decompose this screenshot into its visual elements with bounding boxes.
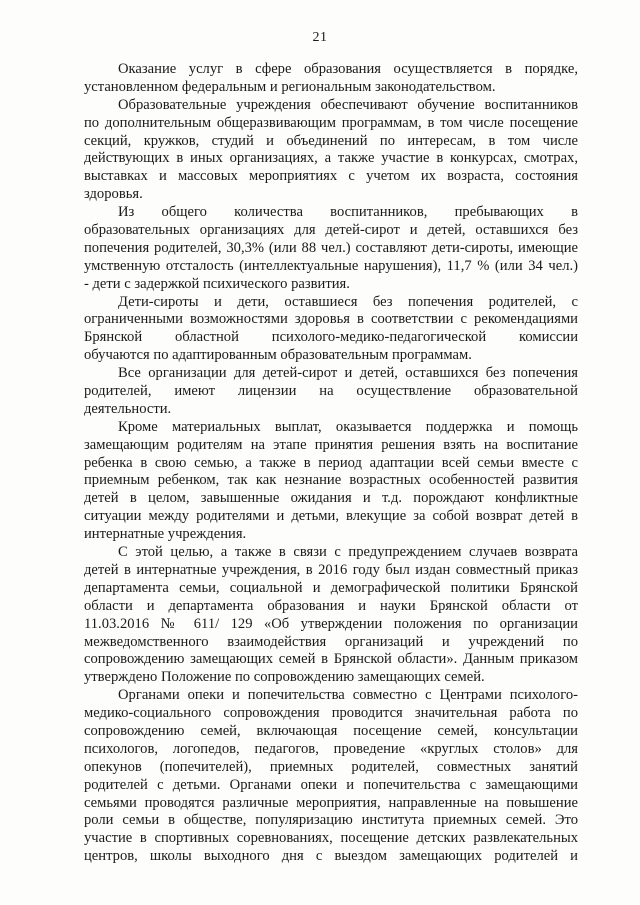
text-line: умственную отсталость (интеллектуальные нарушения), 11,7 % (или 34 чел.) — [84, 257, 578, 274]
text-line: - дети с задержкой психического развития. — [84, 275, 350, 292]
text-line: С этой целью, а также в связи с предупреждением случаев возврата — [118, 544, 578, 561]
paragraph — [84, 204, 578, 293]
paragraph — [84, 687, 578, 866]
text-line: утверждено Положение по сопровождению замещающих семей. — [84, 669, 485, 686]
paragraph — [84, 419, 578, 544]
text-line: Все организации для детей-сирот и детей, оставшихся без попечения — [118, 365, 578, 382]
text-line: Кроме материальных выплат, оказывается поддержка и помощь — [118, 418, 578, 435]
text-line: приемным ребенком, так как незнание возрастных особенностей развития — [84, 472, 578, 489]
paragraph — [84, 365, 578, 419]
paragraph — [84, 97, 578, 204]
text-line: установленном федеральным и региональным законодательством. — [84, 78, 496, 95]
text-line: Оказание услуг в сфере образования осуществляется в порядке, — [118, 61, 578, 77]
text-line: 11.03.2016 № 611/ 129 «Об утверждении положения по организации — [84, 615, 578, 632]
text-line: сопровождению замещающих семей в Брянской области». Данным приказом — [84, 651, 578, 668]
text-line: центров, школы выходного дня с выездом замещающих родителей и — [84, 848, 578, 865]
paragraph — [84, 294, 578, 366]
text-line: выставках и массовых мероприятиях с учетом их возраста, состояния — [84, 168, 578, 185]
text-line: ситуации между родителями и детьми, влекущие за собой возврат детей в — [84, 508, 578, 525]
text-line: здоровья. — [84, 186, 143, 203]
text-line: секций, кружков, студий и объединений по интересам, в том числе — [84, 132, 578, 149]
text-line: родителей, имеют лицензии на осуществление образовательной — [84, 383, 578, 400]
text-line: интернатные учреждения. — [84, 526, 247, 543]
text-line: сопровождению семей, включающая посещение семей, консультации — [84, 722, 578, 739]
text-line: роли семьи в обществе, популяризацию института приемных семей. Это — [84, 812, 578, 829]
text-line: действующих в иных организациях, а также участие в конкурсах, смотрах, — [84, 150, 578, 167]
text-line: образовательных организациях для детей-сирот и детей, оставшихся без — [84, 222, 578, 239]
text-line: обучаются по адаптированным образовательным программам. — [84, 347, 472, 364]
text-line: попечения родителей, 30,3% (или 88 чел.) составляют дети-сироты, имеющие — [84, 239, 578, 256]
paragraph — [84, 61, 578, 97]
text-line: родителей с детьми. Органами опеки и попечительства с замещающими — [84, 776, 578, 793]
text-line: межведомственного взаимодействия организаций и учреждений по — [84, 633, 578, 650]
text-line: семьями проводятся различные мероприятия, направленные на повышение — [84, 794, 578, 811]
text-line: Органами опеки и попечительства совместно с Центрами психолого- — [118, 687, 578, 704]
text-line: Образовательные учреждения обеспечивают обучение воспитанников — [118, 96, 578, 113]
text-line: деятельности. — [84, 400, 172, 417]
body-text — [84, 61, 578, 866]
paragraph — [84, 544, 578, 687]
text-line: Брянской областной психолого-медико-педагогической комиссии — [84, 329, 578, 346]
text-line: департамента семьи, социальной и демографической политики Брянской — [84, 579, 578, 596]
text-line: области и департамента образования и науки Брянской области от — [84, 597, 578, 614]
text-line: замещающим родителям на этапе принятия решения взять на воспитание — [84, 436, 578, 453]
text-line: ограниченными возможностями здоровья в соответствии с рекомендациями — [84, 311, 578, 328]
text-line: опекунов (попечителей), приемных родителей, совместных занятий — [84, 758, 578, 775]
page-number: 21 — [312, 30, 328, 45]
text-line: ребенка в свою семью, а также в период адаптации всей семьи вместе с — [84, 454, 578, 471]
text-line: участие в спортивных соревнованиях, посещение детских развлекательных — [84, 830, 578, 847]
text-line: психологов, логопедов, педагогов, проведение «круглых столов» для — [84, 740, 578, 757]
text-line: Из общего количества воспитанников, пребывающих в — [118, 204, 578, 221]
text-line: детей в целом, завышенные ожидания и т.д. порождают конфликтные — [84, 490, 578, 507]
text-line: Дети-сироты и дети, оставшиеся без попечения родителей, с — [118, 293, 578, 310]
text-line: детей в интернатные учреждения, в 2016 году был издан совместный приказ — [84, 561, 578, 578]
text-line: медико-социального сопровождения проводится значительная работа по — [84, 705, 578, 722]
text-line: по дополнительным общеразвивающим программам, в том числе посещение — [84, 114, 578, 131]
